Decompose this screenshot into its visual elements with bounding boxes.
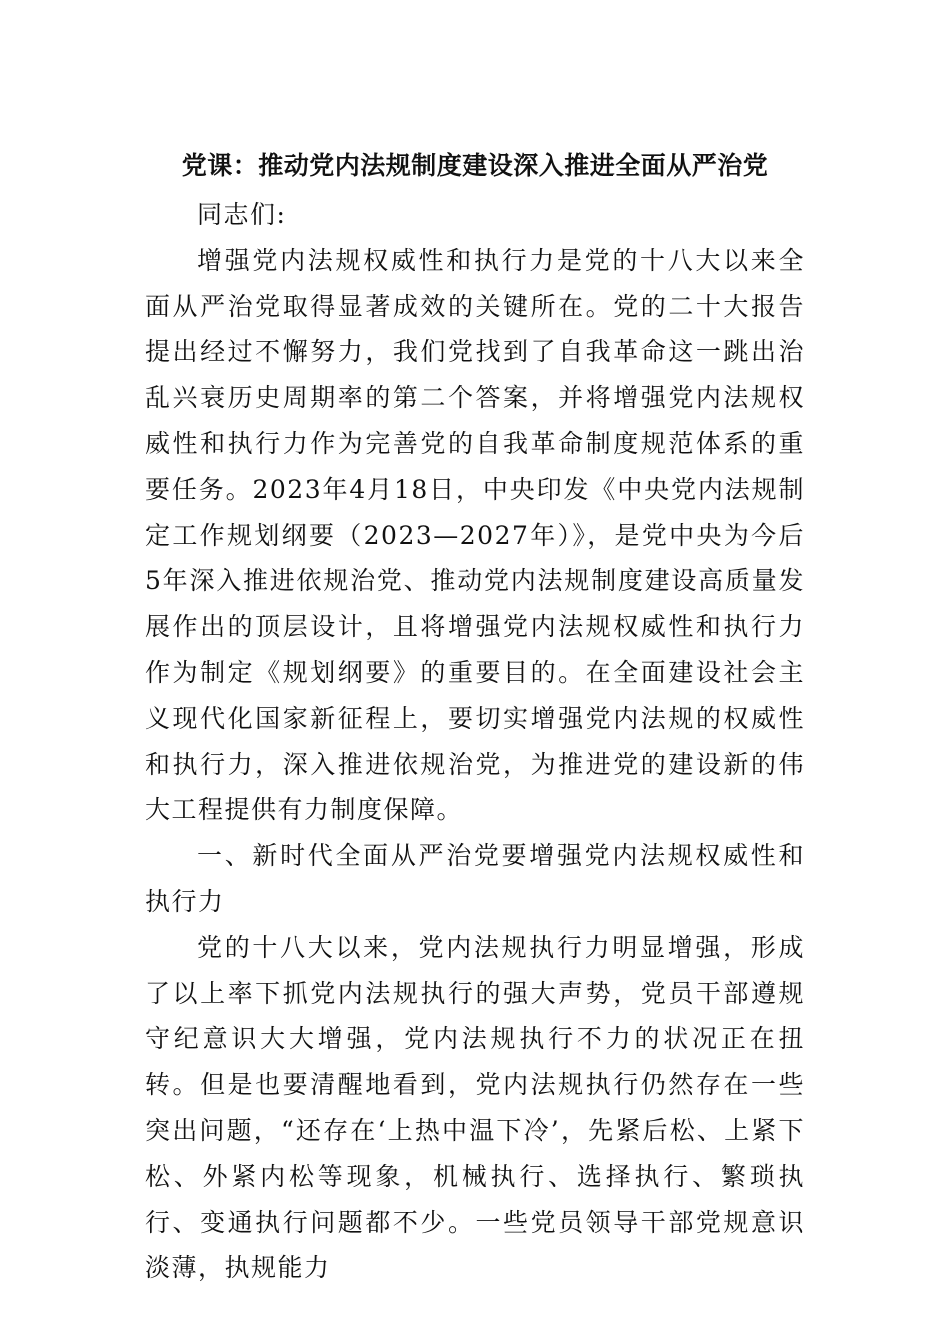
section-heading-1: 一、新时代全面从严治党要增强党内法规权威性和执行力 (145, 841, 805, 916)
paragraph-section-1: 党的十八大以来，党内法规执行力明显增强，形成了以上率下抓党内法规执行的强大声势，党员干部遵规守纪意识大大增强，党内法规执行不力的状况正在扭转。但是也要清醒地看到，党内法规执行仍然存在一些突出问题，“还存在‘上热中温下冷’，先紧后松、上紧下松、外紧内松等现象，机械执行、选择执行、繁琐执行、变通执行问题都不少。一些党员领导干部党规意识淡薄，执规能力 (145, 932, 805, 1283)
document-title: 党课：推动党内法规制度建设深入推进全面从严治党 (181, 151, 769, 180)
paragraph-intro: 增强党内法规权威性和执行力是党的十八大以来全面从严治党取得显著成效的关键所在。党的二十大报告提出经过不懈努力，我们党找到了自我革命这一跳出治乱兴衰历史周期率的第二个答案，并将增强党内法规权威性和执行力作为完善党的自我革命制度规范体系的重要任务。2023年4月18日，中央印发《中央党内法规制定工作规划纲要（2023—2027年）》，是党中央为今后5年深入推进依规治党、推动党内法规制度建设高质量发展作出的顶层设计，且将增强党内法规权威性和执行力作为制定《规划纲要》的重要目的。在全面建设社会主义现代化国家新征程上，要切实增强党内法规的权威性和执行力，深入推进依规治党，为推进党的建设新的伟大工程提供有力制度保障。 (145, 245, 805, 825)
document-body (145, 192, 805, 1291)
greeting: 同志们: (197, 200, 287, 229)
